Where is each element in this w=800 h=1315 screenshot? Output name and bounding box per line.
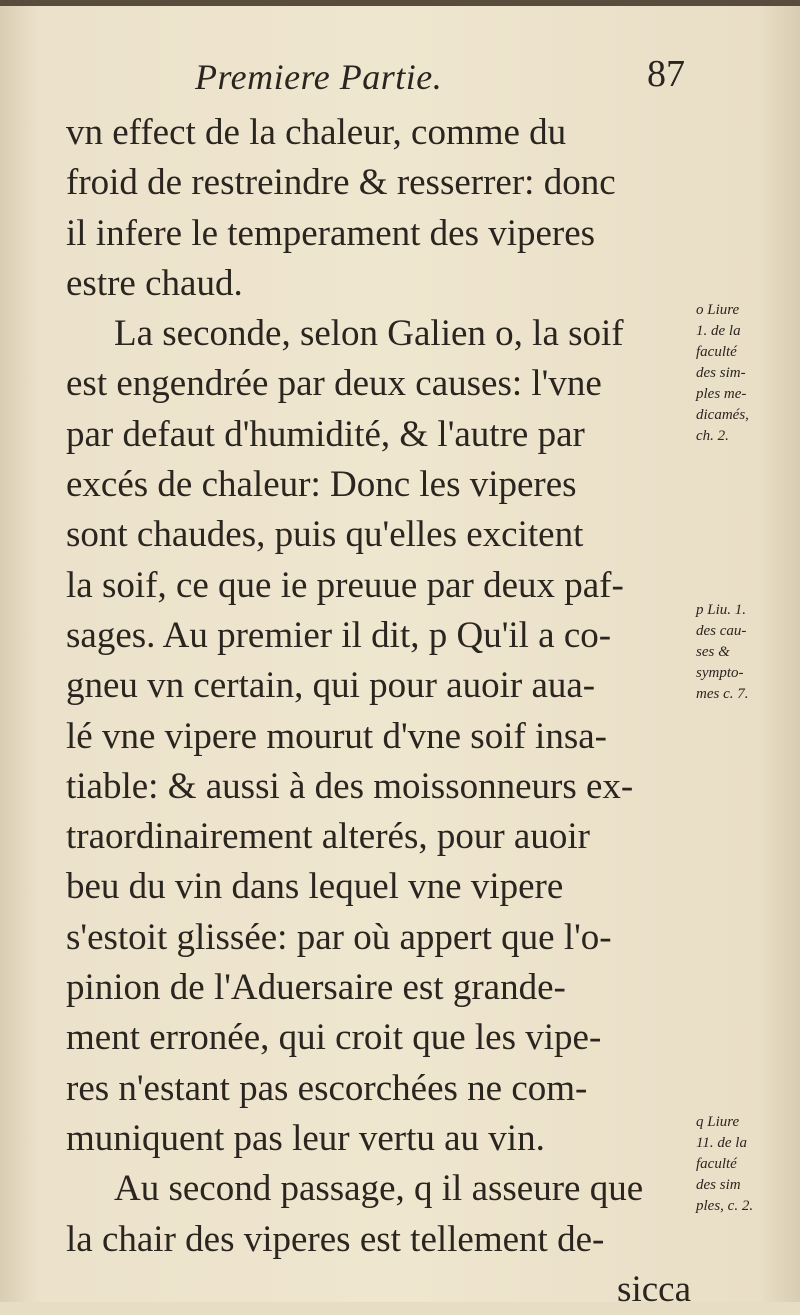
note-line: des sim bbox=[696, 1177, 741, 1193]
note-line: des cau- bbox=[696, 623, 747, 639]
page-header bbox=[195, 52, 685, 102]
text-line: tiable: & aussi à des moissonneurs ex- bbox=[66, 765, 634, 807]
text-line: Au second passage, q il asseure que bbox=[114, 1168, 644, 1210]
note-line: p Liu. 1. bbox=[696, 602, 747, 618]
text-line: froid de restreindre & resserrer: donc bbox=[66, 162, 616, 204]
note-line: o Liure bbox=[696, 302, 740, 318]
catchword: sicca bbox=[617, 1268, 691, 1310]
text-line: lé vne vipere mourut d'vne soif insa- bbox=[66, 715, 607, 757]
text-line: excés de chaleur: Donc les viperes bbox=[66, 464, 577, 506]
text-line: traordinairement alterés, pour auoir bbox=[66, 816, 590, 858]
text-line: muniquent pas leur vertu au vin. bbox=[66, 1117, 545, 1159]
text-line: estre chaud. bbox=[66, 262, 243, 304]
margin-note-p bbox=[696, 600, 798, 705]
body-text bbox=[66, 108, 691, 1315]
note-line: ch. 2. bbox=[696, 428, 729, 444]
text-line: gneu vn certain, qui pour auoir aua- bbox=[66, 665, 596, 707]
text-line: sont chaudes, puis qu'elles excitent bbox=[66, 514, 584, 556]
note-line: dicamés, bbox=[696, 407, 749, 423]
note-line: faculté bbox=[696, 1156, 737, 1172]
text-line: sages. Au premier il dit, p Qu'il a co- bbox=[66, 614, 612, 656]
note-line: des sim- bbox=[696, 365, 746, 381]
note-line: 11. de la bbox=[696, 1135, 747, 1151]
running-title: Premiere Partie. bbox=[195, 57, 443, 97]
note-line: 1. de la bbox=[696, 323, 741, 339]
text-line: beu du vin dans lequel vne vipere bbox=[66, 866, 564, 908]
text-line: La seconde, selon Galien o, la soif bbox=[114, 313, 624, 355]
text-line: la chair des viperes est tellement de- bbox=[66, 1218, 605, 1260]
margin-note-o bbox=[696, 300, 798, 447]
note-line: faculté bbox=[696, 344, 737, 360]
text-line: par defaut d'humidité, & l'autre par bbox=[66, 413, 585, 455]
margin-note-q bbox=[696, 1112, 798, 1217]
text-line: ment erronée, qui croit que les vipe- bbox=[66, 1017, 602, 1059]
text-line: s'estoit glissée: par où appert que l'o- bbox=[66, 916, 612, 958]
text-line: est engendrée par deux causes: l'vne bbox=[66, 363, 602, 405]
page-top-edge bbox=[0, 0, 800, 6]
note-line: ples, c. 2. bbox=[696, 1198, 754, 1214]
note-line: ses & bbox=[696, 644, 730, 660]
text-line: il infere le temperament des viperes bbox=[66, 212, 596, 254]
note-line: sympto- bbox=[696, 665, 744, 681]
text-line: la soif, ce que ie preuue par deux paf- bbox=[66, 564, 624, 606]
page-number: 87 bbox=[647, 53, 685, 95]
note-line: mes c. 7. bbox=[696, 686, 749, 702]
note-line: q Liure bbox=[696, 1114, 740, 1130]
text-line: pinion de l'Aduersaire est grande- bbox=[66, 967, 566, 1009]
text-line: res n'estant pas escorchées ne com- bbox=[66, 1067, 588, 1109]
note-line: ples me- bbox=[696, 386, 747, 402]
text-line: vn effect de la chaleur, comme du bbox=[66, 112, 567, 153]
